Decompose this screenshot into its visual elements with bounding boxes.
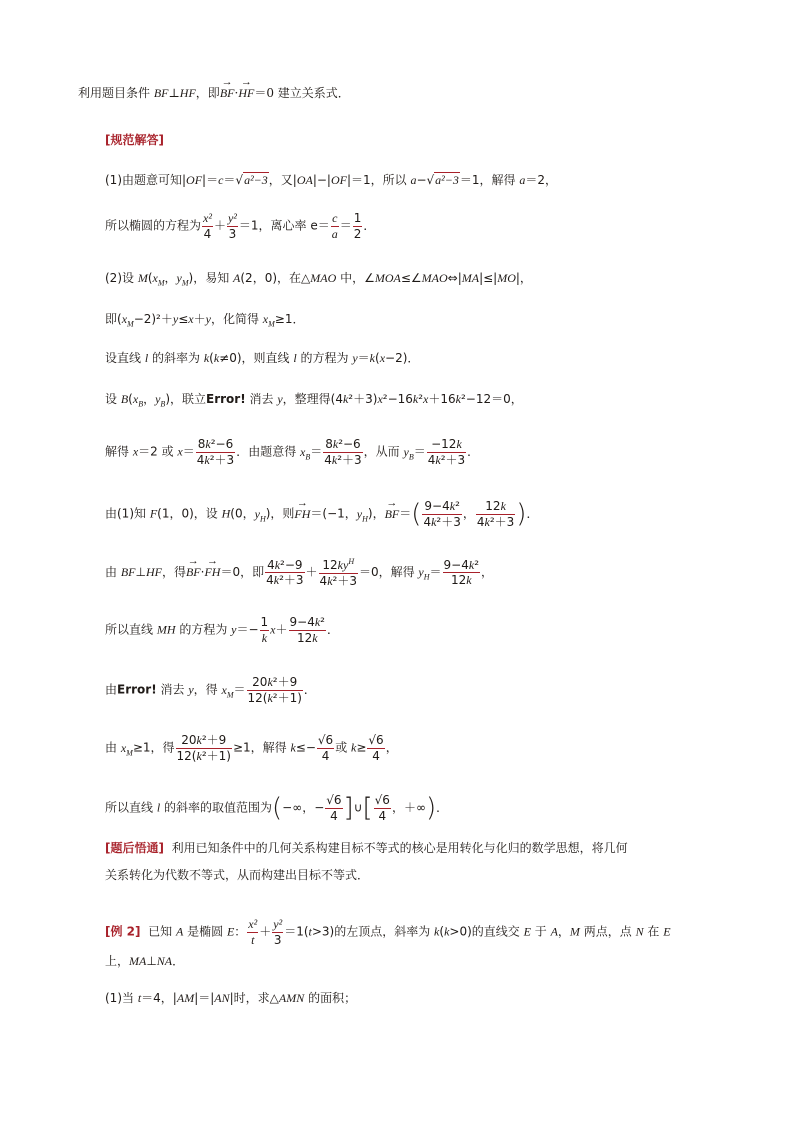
example2-line-b: 上，MA⊥NA． xyxy=(105,954,185,968)
part2-line-b: 即$(x_M-2)^2+y\le x+y$，化简得 $x_M\ge 1$． xyxy=(105,312,305,329)
part2-line-f: 由(1)知 F(1，0)，设 H(0，$y_H$)，则→ FH＝(−1，$y_H$)，→ BF＝( $\frac{\text{9−4k²}}{\text{4k²＋3}}$ ， $\frac{12k}{\text{4k²＋3}}$ )． xyxy=(105,500,538,528)
part2-line-a: (2)设 $M(x_M$，$y_M$)，易知 A(2，0)，在△MAO 中，∠MOA≤∠MAO⇔|MA|≤|MO|， xyxy=(105,271,532,288)
part2-line-e: 解得 x＝2 或 x＝ $\frac{\text{8k²−6}}{\text{4k²＋3}}$ ．由题意得 $x_B=$ $\frac{\text{8k²−6}}{\text{4k²＋3}}$ ，从而 $y_B=$ $\frac{-12k}{\text{4k²＋3}}$ ． xyxy=(105,437,480,467)
part1-line-a: (1)由题意可知|OF|＝c＝√a²−3，又|OA|−|OF|＝1，所以 a−√a²−3＝1，解得 a＝2， xyxy=(105,173,557,187)
part2-line-c: 设直线 l 的斜率为 k(k≠0)，则直线 l 的方程为 y＝k(x−2)． xyxy=(105,351,420,365)
part2-line-h: 所以直线 MH 的方程为 y＝− $\frac{1}{k}$ x＋ $\frac{\text{9−4k²}}{12k}$ ． xyxy=(105,615,339,645)
part1-line-b: 所以椭圆的方程为 $\frac{\text{x²}}{4}$ ＋ $\frac{\text{y²}}{3}$ ＝1，离心率 e＝ $\frac{c}{a}$ ＝ $\frac{1}{2}$ ． xyxy=(105,211,376,241)
example2-line-c: (1)当 t＝4，|AM|＝|AN|时，求△AMN 的面积； xyxy=(105,991,357,1005)
part2-line-k: 所以直线 l 的斜率的取值范围为(−∞，− $\frac{√6}{4}$ ]∪[ $\frac{√6}{4}$ ，＋∞)． xyxy=(105,793,449,824)
reflection-line-a: [题后悟通] 利用已知条件中的几何关系构建目标不等式的核心是用转化与化归的数学思想，将几何 xyxy=(105,841,628,855)
solution-tag: [规范解答] xyxy=(105,133,164,147)
reflection-line-b: 关系转化为代数不等式，从而构建出目标不等式． xyxy=(105,868,370,882)
intro-line: 利用题目条件 BF⊥HF，即→ BF·→ HF＝0 建立关系式． xyxy=(78,87,350,99)
example2-line-a: [例 2] 已知 A 是椭圆 E： $\frac{\text{x²}}{t}$ ＋ $\frac{\text{y²}}{3}$ ＝1(t>3)的左顶点，斜率为 k(k>0)的直线交 E 于 A，M 两点，点 N 在 E xyxy=(105,917,671,947)
part2-line-g: 由 BF⊥HF，得→ BF·→ FH＝0，即 $\frac{\text{4k²−9}}{\text{4k²＋3}}$ ＋ $\frac{12ky^H}{\text{4k²＋3}}$ ＝0，解得 $y_H=$ $\frac{\text{9−4k²}}{12k}$ ， xyxy=(105,558,493,587)
part2-line-i: 由Error! 消去 y，得 $x_M=$ $\frac{\text{20k²＋9}}{\text{12(k²＋1)}}$ ． xyxy=(105,675,316,705)
part2-line-d: 设 $B(x_B$，$y_B$)，联立Error! 消去 y，整理得(4k²＋3)x²−16k²x＋16k²−12＝0， xyxy=(105,392,523,409)
part2-line-j: 由 $x_M\ge 1$，得 $\frac{\text{20k²＋9}}{\text{12(k²＋1)}}$ ≥1，解得 k≤− $\frac{√6}{4}$ 或 k≥ $\frac{√6}{4}$ ， xyxy=(105,733,398,763)
